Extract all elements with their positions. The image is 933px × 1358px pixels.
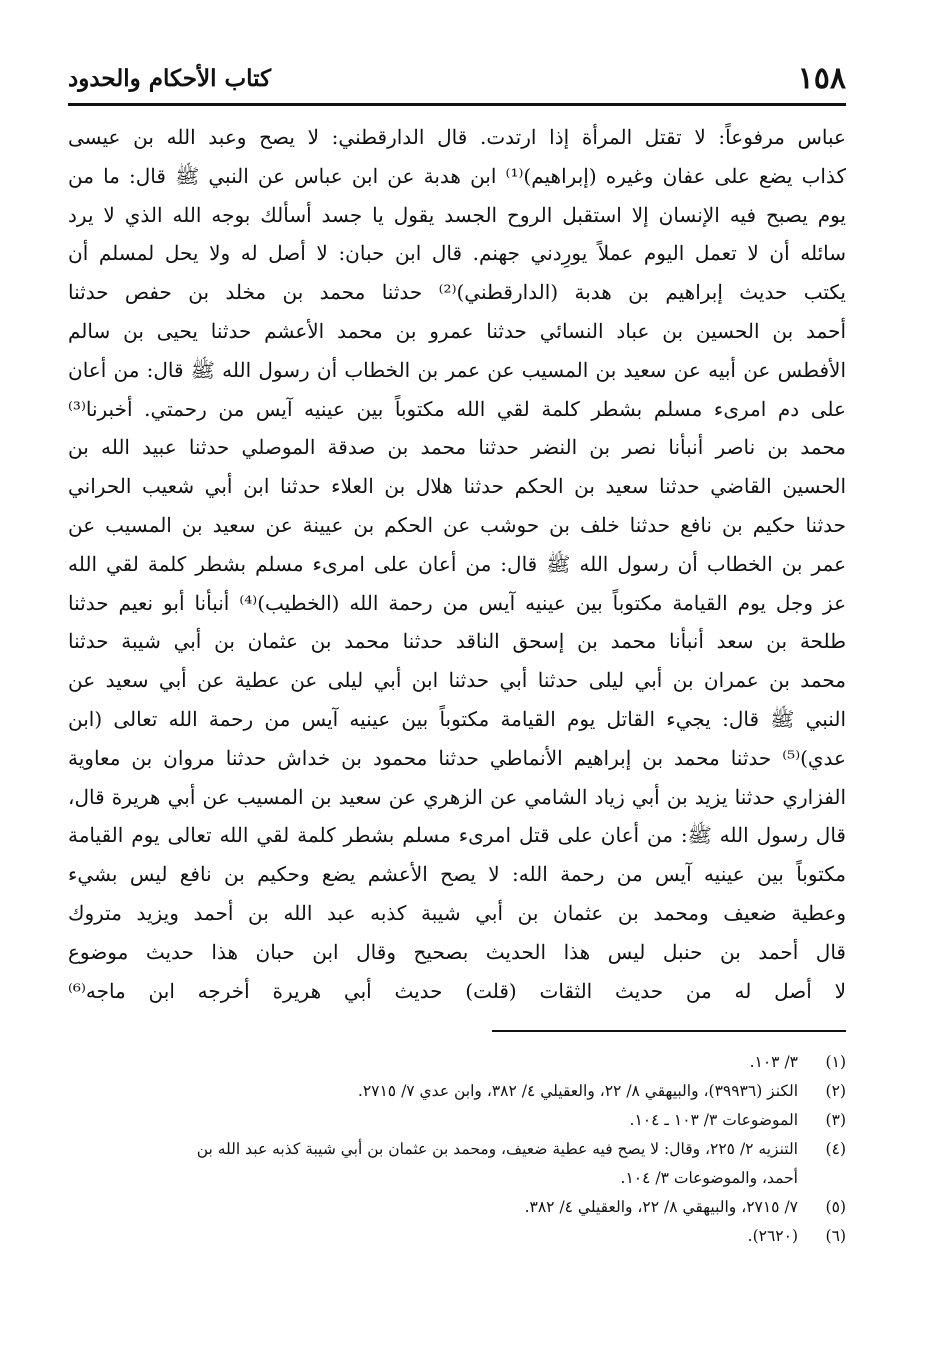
text-line: حدثنا حكيم بن نافع حدثنا خلف بن حوشب عن الحكم بن عيينة عن سعيد بن المسيب عن bbox=[68, 512, 846, 537]
footnote-text: (٢٦٢٠). bbox=[747, 1227, 798, 1245]
footnote-number: (٢) bbox=[825, 1082, 846, 1100]
text-line: لا أصل له من حديث الثقات (قلت) حديث أبي هريرة أخرجه ابن ماجه⁽⁶⁾ bbox=[68, 978, 846, 1003]
footnote bbox=[68, 1077, 846, 1106]
text-line: مكتوباً بين عينيه آيس من رحمة الله: لا يصح الأعشم يضع وحكيم بن نافع ليس بشيء bbox=[68, 862, 846, 887]
footnote-text: ٧/ ٢٧١٥، والبيهقي ٨/ ٢٢، والعقيلي ٤/ ٣٨٢. bbox=[524, 1198, 798, 1216]
text-line: النبي ﷺ قال: يجيء القاتل يوم القيامة مكتوباً بين عينيه آيس من رحمة الله تعالى (ابن bbox=[68, 706, 846, 731]
footnote-divider bbox=[492, 1030, 846, 1032]
header-divider bbox=[68, 103, 846, 106]
book-title: كتاب الأحكام والحدود bbox=[68, 64, 272, 92]
page-header bbox=[68, 60, 846, 96]
footnote-continuation: أحمد، والموضوعات ٣/ ١٠٤. bbox=[620, 1169, 798, 1187]
text-line: عباس مرفوعاً: لا تقتل المرأة إذا ارتدت. قال الدارقطني: لا يصح وعبد الله بن عيسى bbox=[68, 125, 846, 149]
footnote-text: التنزيه ٢/ ٢٢٥، وقال: لا يصح فيه عطية ضعيف، ومحمد بن عثمان بن أبي شيبة كذبه عبد الله بن bbox=[196, 1140, 798, 1158]
text-line: يكتب حديث إبراهيم بن هدبة (الدارقطني)⁽²⁾ حدثنا محمد بن مخلد بن حفص حدثنا bbox=[68, 280, 846, 305]
text-line: الحسين القاضي حدثنا سعيد بن الحكم حدثنا هلال بن العلاء حدثنا ابن أبي شعيب الحراني bbox=[68, 474, 846, 499]
footnote-text: الكنز (٣٩٩٣٦)، والبيهقي ٨/ ٢٢، والعقيلي ٤/ ٣٨٢، وابن عدي ٧/ ٢٧١٥. bbox=[357, 1082, 798, 1100]
text-line: قال رسول الله ﷺ: من أعان على قتل امرىء مسلم بشطر كلمة لقي الله تعالى يوم القيامة bbox=[68, 823, 846, 848]
text-line: عدي)⁽⁵⁾ حدثنا محمد بن إبراهيم الأنماطي حدثنا محمود بن خداش حدثنا مروان بن معاوية bbox=[68, 745, 846, 770]
text-line: كذاب يضع على عفان وغيره (إبراهيم)⁽¹⁾ ابن هدبة عن ابن عباس عن النبي ﷺ قال: ما من bbox=[68, 163, 846, 188]
text-line: قال أحمد بن حنبل ليس هذا الحديث بصحيح وقال ابن حبان هذا حديث موضوع bbox=[68, 939, 846, 964]
main-text bbox=[68, 118, 846, 1010]
text-line: طلحة بن سعد أنبأنا محمد بن إسحق الناقد حدثنا محمد بن عثمان بن أبي شيبة حدثنا bbox=[68, 629, 846, 654]
text-line: الفزاري حدثنا يزيد بن أبي زياد الشامي عن الزهري عن سعيد بن المسيب عن أبي هريرة قال، bbox=[68, 784, 846, 809]
text-line: وعطية ضعيف ومحمد بن عثمان بن أبي شيبة كذبه عبد الله بن أحمد ويزيد متروك bbox=[68, 900, 846, 925]
footnote-number: (١) bbox=[825, 1053, 846, 1071]
footnote-text: الموضوعات ٣/ ١٠٣ ـ ١٠٤. bbox=[629, 1111, 798, 1129]
page-number: ١٥٨ bbox=[797, 60, 846, 96]
footnote-number: (٣) bbox=[825, 1111, 846, 1129]
footnote bbox=[68, 1135, 846, 1164]
footnote bbox=[68, 1193, 846, 1222]
text-line: سائله أن لا تعمل اليوم عملاً يورِدني جهنم. قال ابن حبان: لا أصل له ولا يحل لمسلم أن bbox=[68, 241, 846, 266]
text-line: عمر بن الخطاب أن رسول الله ﷺ قال: من أعان على امرىء مسلم بشطر كلمة لقي الله bbox=[68, 551, 846, 576]
text-line: الأفطس عن أبيه عن سعيد بن المسيب عن عمر بن الخطاب أن رسول الله ﷺ قال: من أعان bbox=[68, 357, 846, 382]
footnote-number: (٥) bbox=[825, 1198, 846, 1216]
text-line: عز وجل يوم القيامة مكتوباً بين عينيه آيس من رحمة الله (الخطيب)⁽⁴⁾ أنبأنا أبو نعيم حدثنا bbox=[68, 590, 846, 615]
text-line: أحمد بن الحسين بن عباد النسائي حدثنا عمرو بن محمد الأعشم حدثنا يحيى بن سالم bbox=[68, 318, 846, 343]
text-line: يوم يصبح فيه الإنسان إلا استقبل الروح الجسد يقول يا جسد أسألك بوجه الله الذي لا يرد bbox=[68, 202, 846, 227]
footnote-number: (٦) bbox=[825, 1227, 846, 1245]
footnote bbox=[68, 1048, 846, 1077]
footnote bbox=[68, 1222, 846, 1251]
text-line: محمد بن ناصر أنبأنا نصر بن النضر حدثنا محمد بن صدقة الموصلي حدثنا عبيد الله بن bbox=[68, 435, 846, 460]
text-line: على دم امرىء مسلم بشطر كلمة لقي الله مكتوباً بين عينيه آيس من رحمتي. أخبرنا⁽³⁾ bbox=[68, 396, 846, 421]
footnote bbox=[68, 1106, 846, 1135]
footnote-number: (٤) bbox=[825, 1140, 846, 1158]
footnotes bbox=[68, 1048, 846, 1251]
footnote-text: ٣/ ١٠٣. bbox=[749, 1053, 798, 1071]
text-line: محمد بن عمران بن أبي ليلى حدثنا أبي حدثنا ابن أبي ليلى عن عطية عن أبي سعيد عن bbox=[68, 668, 846, 693]
